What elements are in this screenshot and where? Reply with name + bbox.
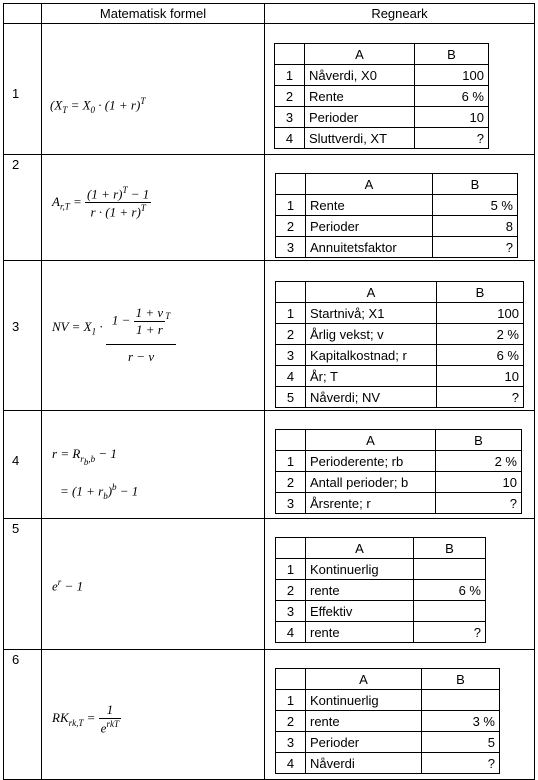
- sheet-value-cell[interactable]: [422, 690, 500, 711]
- sheet-value-cell[interactable]: 6 %: [415, 86, 489, 107]
- sheet-row: [276, 711, 500, 732]
- sheet-label-cell[interactable]: Nåverdi; NV: [306, 387, 437, 408]
- sheet-row: [276, 237, 518, 258]
- sheet-header-row: [276, 538, 486, 559]
- column-header: A: [306, 669, 422, 690]
- sheet-value-cell[interactable]: 8: [433, 216, 518, 237]
- sheet-value-cell[interactable]: 6 %: [437, 345, 524, 366]
- sheet-row-number: 2: [276, 711, 306, 732]
- spreadsheet-5: [275, 537, 486, 643]
- formula-table: [3, 3, 535, 780]
- sheet-label-cell[interactable]: Rente: [305, 86, 415, 107]
- sheet-row: [276, 216, 518, 237]
- sheet-row-number: 3: [276, 732, 306, 753]
- sheet-row: [276, 195, 518, 216]
- formula-2: $A_{r,T}$ = $\frac{(1 + r)^T - 1}{r \cdot (1 + r)^T}$: [52, 185, 150, 220]
- sheet-label-cell[interactable]: Annuitetsfaktor: [306, 237, 433, 258]
- sheet-value-cell[interactable]: 100: [415, 65, 489, 86]
- column-header: B: [437, 282, 524, 303]
- sheet-row-number: 4: [275, 128, 305, 149]
- sheet-row: [275, 65, 489, 86]
- sheet-row-number: 1: [276, 451, 306, 472]
- sheet-row-number: 1: [275, 65, 305, 86]
- sheet-cell: [265, 155, 535, 261]
- sheet-label-cell[interactable]: Antall perioder; b: [306, 472, 436, 493]
- sheet-row-number: 2: [276, 324, 306, 345]
- column-header: A: [305, 44, 415, 65]
- column-header: B: [436, 430, 522, 451]
- sheet-label-cell[interactable]: Årlig vekst; v: [306, 324, 437, 345]
- sheet-label-cell[interactable]: Kontinuerlig: [306, 690, 422, 711]
- spreadsheet-6: [275, 668, 500, 774]
- sheet-label-cell[interactable]: År; T: [306, 366, 437, 387]
- sheet-row: [276, 601, 486, 622]
- sheet-value-cell[interactable]: ?: [422, 753, 500, 774]
- header-sheet: Regneark: [265, 4, 535, 24]
- sheet-row: [276, 753, 500, 774]
- sheet-header-row: [275, 44, 489, 65]
- sheet-label-cell[interactable]: rente: [306, 711, 422, 732]
- sheet-value-cell[interactable]: ?: [415, 128, 489, 149]
- sheet-row-number: 2: [276, 580, 306, 601]
- sheet-row: [275, 86, 489, 107]
- formula-cell: [42, 519, 265, 650]
- sheet-cell: [265, 261, 535, 411]
- sheet-label-cell[interactable]: Kontinuerlig: [306, 559, 414, 580]
- spreadsheet-4: [275, 429, 522, 514]
- sheet-corner: [276, 282, 306, 303]
- column-header: A: [306, 430, 436, 451]
- sheet-label-cell[interactable]: Nåverdi, X0: [305, 65, 415, 86]
- sheet-label-cell[interactable]: Rente: [306, 195, 433, 216]
- sheet-header-row: [276, 174, 518, 195]
- sheet-label-cell[interactable]: Nåverdi: [306, 753, 422, 774]
- column-header: A: [306, 174, 433, 195]
- sheet-cell: [265, 519, 535, 650]
- sheet-row-number: 1: [276, 559, 306, 580]
- column-header: B: [422, 669, 500, 690]
- sheet-row-number: 5: [276, 387, 306, 408]
- sheet-row-number: 1: [276, 195, 306, 216]
- column-header: B: [414, 538, 486, 559]
- sheet-header-row: [276, 282, 524, 303]
- sheet-row-number: 2: [276, 216, 306, 237]
- sheet-row: [276, 303, 524, 324]
- sheet-row: [276, 472, 522, 493]
- sheet-row: [276, 324, 524, 345]
- sheet-value-cell[interactable]: ?: [436, 493, 522, 514]
- sheet-value-cell[interactable]: 10: [415, 107, 489, 128]
- column-header: B: [433, 174, 518, 195]
- sheet-corner: [276, 669, 306, 690]
- sheet-value-cell[interactable]: ?: [437, 387, 524, 408]
- sheet-value-cell[interactable]: 10: [436, 472, 522, 493]
- sheet-row-number: 3: [276, 601, 306, 622]
- sheet-row-number: 4: [276, 622, 306, 643]
- sheet-label-cell[interactable]: Startnivå; X1: [306, 303, 437, 324]
- sheet-cell: [265, 24, 535, 155]
- column-header: A: [306, 538, 414, 559]
- sheet-label-cell[interactable]: Perioder: [306, 216, 433, 237]
- column-header: B: [415, 44, 489, 65]
- formula-cell: [42, 650, 265, 780]
- sheet-corner: [276, 174, 306, 195]
- formula-cell: [42, 411, 265, 519]
- sheet-row: [275, 107, 489, 128]
- sheet-corner: [276, 430, 306, 451]
- column-header: A: [306, 282, 437, 303]
- sheet-value-cell[interactable]: 10: [437, 366, 524, 387]
- header-formula: Matematisk formel: [42, 4, 265, 24]
- sheet-row-number: 1: [276, 303, 306, 324]
- formula-cell: [42, 24, 265, 155]
- sheet-value-cell[interactable]: ?: [414, 622, 486, 643]
- sheet-row: [276, 387, 524, 408]
- formula-3: NV = $X_1$ · 1 − $\frac{1 + v}{1 + r}$ $^T$ r − v: [52, 291, 176, 365]
- sheet-value-cell[interactable]: 100: [437, 303, 524, 324]
- sheet-row-number: 4: [276, 753, 306, 774]
- row-number: 3: [4, 261, 42, 411]
- sheet-row: [276, 559, 486, 580]
- sheet-row: [276, 345, 524, 366]
- row-number: 5: [4, 519, 42, 650]
- sheet-cell: [265, 650, 535, 780]
- sheet-value-cell[interactable]: 6 %: [414, 580, 486, 601]
- sheet-row: [276, 580, 486, 601]
- sheet-label-cell[interactable]: Sluttverdi, XT: [305, 128, 415, 149]
- formula-4: $r = R_{r_b,b} - 1$ = $(1 + r_b)^b - 1$: [52, 446, 139, 502]
- sheet-corner: [276, 538, 306, 559]
- spreadsheet-3: [275, 281, 524, 408]
- sheet-label-cell[interactable]: Perioder: [306, 732, 422, 753]
- sheet-label-cell[interactable]: Kapitalkostnad; r: [306, 345, 437, 366]
- spreadsheet-1: [274, 43, 489, 149]
- sheet-value-cell[interactable]: 2 %: [436, 451, 522, 472]
- sheet-row-number: 2: [276, 472, 306, 493]
- sheet-row: [276, 451, 522, 472]
- row-number: 1: [4, 24, 42, 155]
- sheet-row-number: 1: [276, 690, 306, 711]
- sheet-value-cell[interactable]: [414, 601, 486, 622]
- sheet-row-number: 3: [276, 345, 306, 366]
- formula-5: $e^r - 1$: [52, 577, 84, 594]
- sheet-header-row: [276, 669, 500, 690]
- sheet-corner: [275, 44, 305, 65]
- sheet-row: [276, 493, 522, 514]
- sheet-cell: [265, 411, 535, 519]
- sheet-value-cell[interactable]: [414, 559, 486, 580]
- sheet-value-cell[interactable]: 5 %: [433, 195, 518, 216]
- sheet-value-cell[interactable]: 3 %: [422, 711, 500, 732]
- sheet-row: [275, 128, 489, 149]
- row-number: 2: [4, 155, 42, 261]
- sheet-row: [276, 690, 500, 711]
- formula-6: $RK_{rk,T}$ = $\frac{1}{e^{rkT}}$: [52, 702, 119, 736]
- sheet-label-cell[interactable]: Perioder: [305, 107, 415, 128]
- formula-cell: [42, 155, 265, 261]
- sheet-row-number: 3: [275, 107, 305, 128]
- sheet-label-cell[interactable]: Perioderente; rb: [306, 451, 436, 472]
- sheet-row-number: 3: [276, 237, 306, 258]
- sheet-row: [276, 366, 524, 387]
- sheet-label-cell[interactable]: rente: [306, 622, 414, 643]
- sheet-label-cell[interactable]: Årsrente; r: [306, 493, 436, 514]
- sheet-value-cell[interactable]: 2 %: [437, 324, 524, 345]
- sheet-row: [276, 732, 500, 753]
- row-number: 4: [4, 411, 42, 519]
- sheet-value-cell[interactable]: ?: [433, 237, 518, 258]
- sheet-label-cell[interactable]: rente: [306, 580, 414, 601]
- row-number: 6: [4, 650, 42, 780]
- header-number-cell: [4, 4, 42, 24]
- spreadsheet-2: [275, 173, 518, 258]
- sheet-header-row: [276, 430, 522, 451]
- sheet-row-number: 3: [276, 493, 306, 514]
- sheet-row-number: 2: [275, 86, 305, 107]
- sheet-row-number: 4: [276, 366, 306, 387]
- sheet-label-cell[interactable]: Effektiv: [306, 601, 414, 622]
- formula-1: ($X_T = X_0 \cdot (1 + r)^T$: [50, 96, 146, 115]
- formula-cell: [42, 261, 265, 411]
- sheet-value-cell[interactable]: 5: [422, 732, 500, 753]
- sheet-row: [276, 622, 486, 643]
